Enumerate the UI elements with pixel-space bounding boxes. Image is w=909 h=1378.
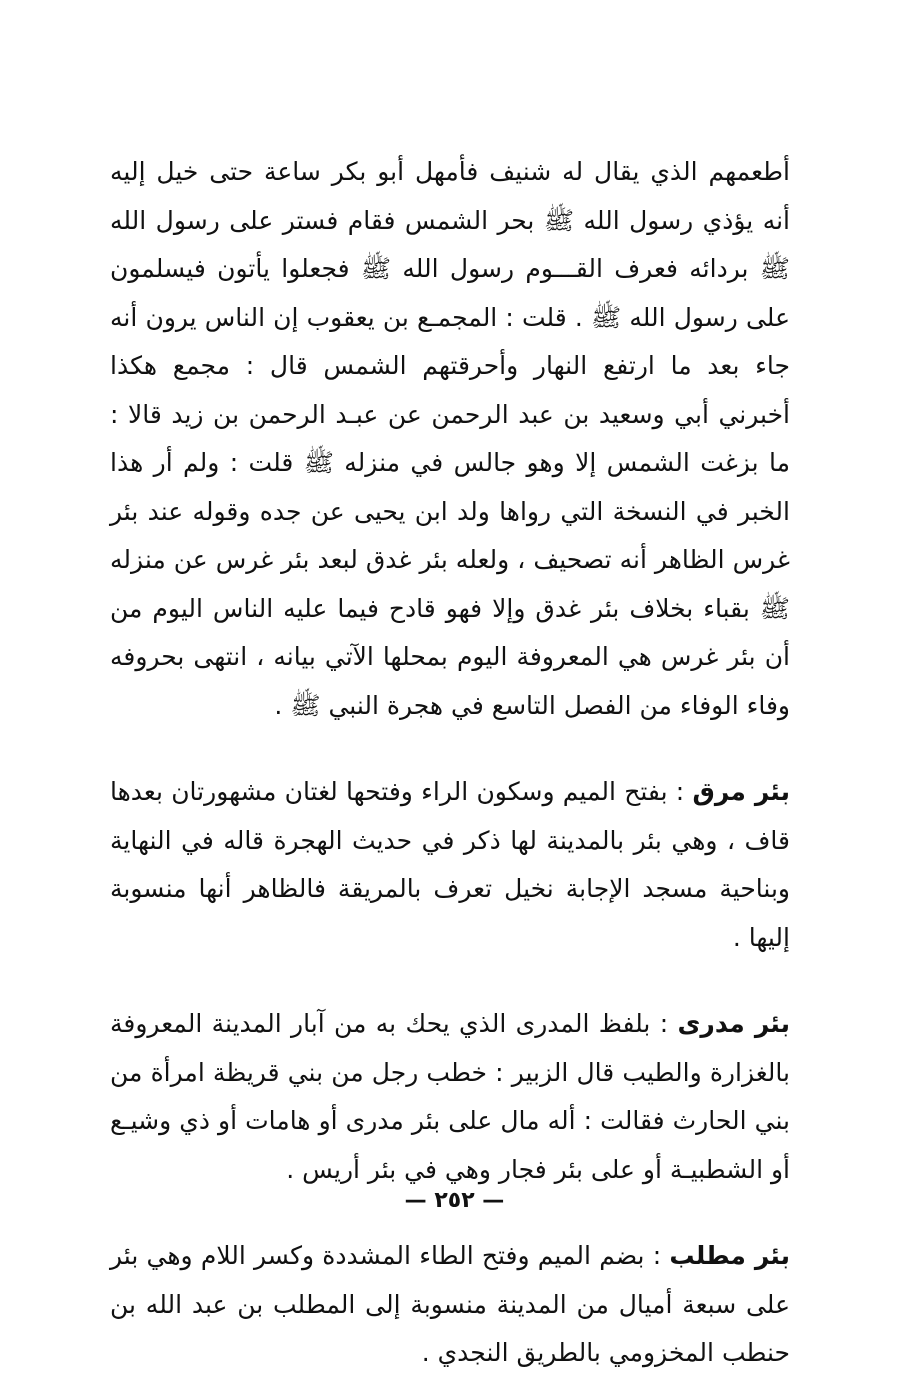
page-number: — ٢٥٢ — [404,1188,505,1213]
entry-bir-maraq [110,768,790,962]
entry-text: : بفتح الميم وسكون الراء وفتحها لغتان مشهورتان بعدها قاف ، وهي بئر بالمدينة لها ذكر في حديث الهجرة قاله في النهاية وبناحية مسجد الإجابة نخيل تعرف بالمريقة فالظاهر أنها منسوبة إليها . [110,777,790,952]
entry-text: : بضم الميم وفتح الطاء المشددة وكسر اللام وهي بئر على سبعة أميال من المدينة منسوبة إلى المطلب بن عبد الله بن حنطب المخزومي بالطريق النجدي . [110,1241,790,1367]
entry-bir-mutallib [110,1232,790,1378]
entry-term: بئر مدرى [677,1009,790,1038]
paragraph-text: أطعمهم الذي يقال له شنيف فأمهل أبو بكر ساعة حتى خيل إليه أنه يؤذي رسول الله ﷺ بحر الشمس فقام فستر على رسول الله ﷺ بردائه فعرف القـــوم رسول الله ﷺ فجعلوا يأتون فيسلمون على رسول الله ﷺ . قلت : المجمـع بن يعقوب إن الناس يرون أنه جاء بعد ما ارتفع النهار وأحرقتهم الشمس قال : مجمع هكذا أخبرني أبي وسعيد بن عبد الرحمن عن عبـد الرحمن بن زيد قالا : ما بزغت الشمس إلا وهو جالس في منزله ﷺ قلت : ولم أر هذا الخبر في النسخة التي رواها ولد ابن يحيى عن جده وقوله عند بئر غرس الظاهر أنه تصحيف ، ولعله بئر غدق لبعد بئر غرس عن منزله ﷺ بقباء بخلاف بئر غدق وإلا فهو قادح فيما عليه الناس اليوم من أن بئر غرس هي المعروفة اليوم بمحلها الآتي بيانه ، انتهى بحروفه وفاء الوفاء من الفصل التاسع في هجرة النبي ﷺ . [110,157,790,720]
paragraph-hijra-narration [110,148,790,730]
entry-term: بئر مطلب [669,1241,790,1270]
entry-bir-madra [110,1000,790,1194]
entry-text: : بلفظ المدرى الذي يحك به من آبار المدينة المعروفة بالغزارة والطيب قال الزبير : خطب رجل من بني قريظة امرأة من بني الحارث فقالت : أله مال على بئر مدرى أو هامات أو ذي وشيـع أو الشطبيـة أو على بئر فجار وهي في بئر أريس . [110,1009,790,1184]
entry-term: بئر مرق [692,777,791,806]
